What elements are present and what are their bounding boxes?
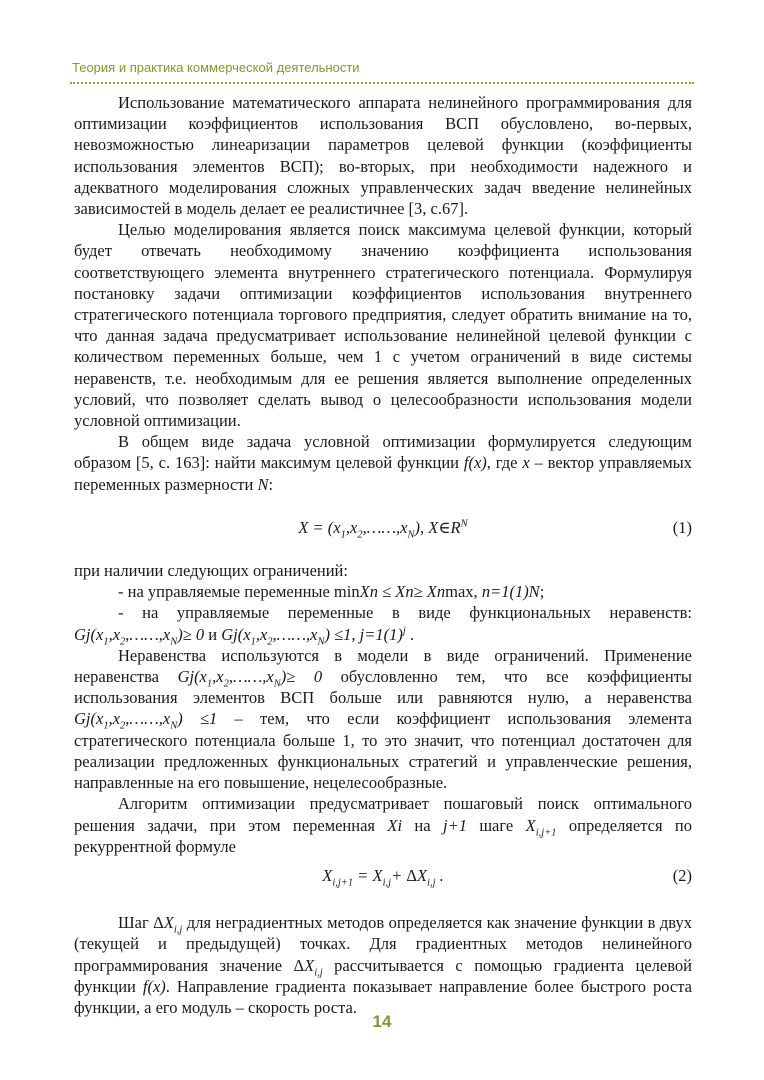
paragraph-2: Целью моделирования является поиск максимума целевой функции, который будет отвечать необходимому значению коэффициента использования соответствующего элемента внутреннего стратегического потенциала. Формулируя постановку задачи оптимизации коэффициентов использования внутреннего стратегического потенциала торгового предприятия, следует обратить внимание на то, что данная задача предусматривает использование нелинейной целевой функции с количеством переменных больше, чем 1 с учетом ограничений в виде системы неравенств, т.е. необходимым для ее решения является выполнение определенных условий, что позволяет сделать вывод о целесообразности использования модели условной оптимизации. — [74, 220, 692, 431]
header-divider — [70, 82, 694, 84]
page-body — [74, 92, 692, 1018]
formula-2-number: (2) — [672, 865, 692, 885]
paragraph-3: В общем виде задача условной оптимизации формулируется следующим образом [5, с. 163]: найти максимум целевой функции f(x), где x – вектор управляемых переменных размерности N: — [74, 432, 692, 494]
formula-1-number: (1) — [672, 517, 692, 537]
paragraph-6: Алгоритм оптимизации предусматривает пошаговый поиск оптимального решения задачи, при этом переменная Xi на j+1 шаге $X_{i,j+1}$ определяется по рекуррентной формуле — [74, 794, 693, 856]
paragraph-5: Неравенства используются в модели в виде ограничений. Применение неравенства $Gj(x_1,x_2,\dots\dots,x_N)\ge 0$ обусловленно тем, что все коэффициенты использования элементов ВСП больше или равняются нулю, а неравенства $Gj(x_1,x_2,\dots\dots,x_N) \le 1$ – тем, что если коэффициент использования элемента стратегического потенциала больше 1, то это значит, что потенциал достаточен для реализации предложенных функциональных стратегий и управленческие решения, направленные на его повышение, нецелесообразные. — [74, 645, 693, 793]
formula-2-expression: $X_{i,j+1} = X_{i,j}+ \Delta X_{i,j}$ . — [322, 865, 444, 889]
page-number: 14 — [372, 1012, 392, 1031]
formula-1-expression: $X = (x_1,x_2,\dots\dots,x_N)$, $X\in R^N$ — [298, 517, 468, 541]
paragraph-4: при наличии следующих ограничений: — [74, 561, 348, 581]
constraint-1: - на управляемые переменные minXn ≤ Xn≥ Xnmax, n=1(1)N; — [118, 582, 545, 602]
paragraph-1: Использование математического аппарата нелинейного программирования для оптимизации коэффициентов использования ВСП обусловлено, во-первых, невозможностью линеаризации параметров целевой функции (коэффициенты использования элементов ВСП); во-вторых, при необходимости надежного и адекватного моделирования сложных управленческих задач введение нелинейных зависимостей в модель делает ее реалистичнее [3, с.67]. — [74, 93, 692, 219]
formula-1 — [74, 517, 692, 541]
running-header: Теория и практика коммерческой деятельности — [72, 60, 360, 75]
formula-2 — [74, 865, 692, 889]
constraint-2: - на управляемые переменные в виде функциональных неравенств: $Gj(x_1,x_2,\dots\dots,x_N)\ge 0$ и $Gj(x_1,x_2,\dots\dots,x_N) \le 1$, $j=1(1)^j$ . — [74, 603, 692, 647]
paragraph-7: Шаг $\Delta X_{i,j}$ для неградиентных методов определяется как значение функции в двух (текущей и предыдущей) точках. Для градиентных методов нелинейного программирования значение $\Delta X_{i,j}$ рассчитывается с помощью градиента целевой функции f(x). Направление градиента показывает направление более быстрого роста функции, а его модуль – скорость роста. — [74, 913, 693, 1017]
